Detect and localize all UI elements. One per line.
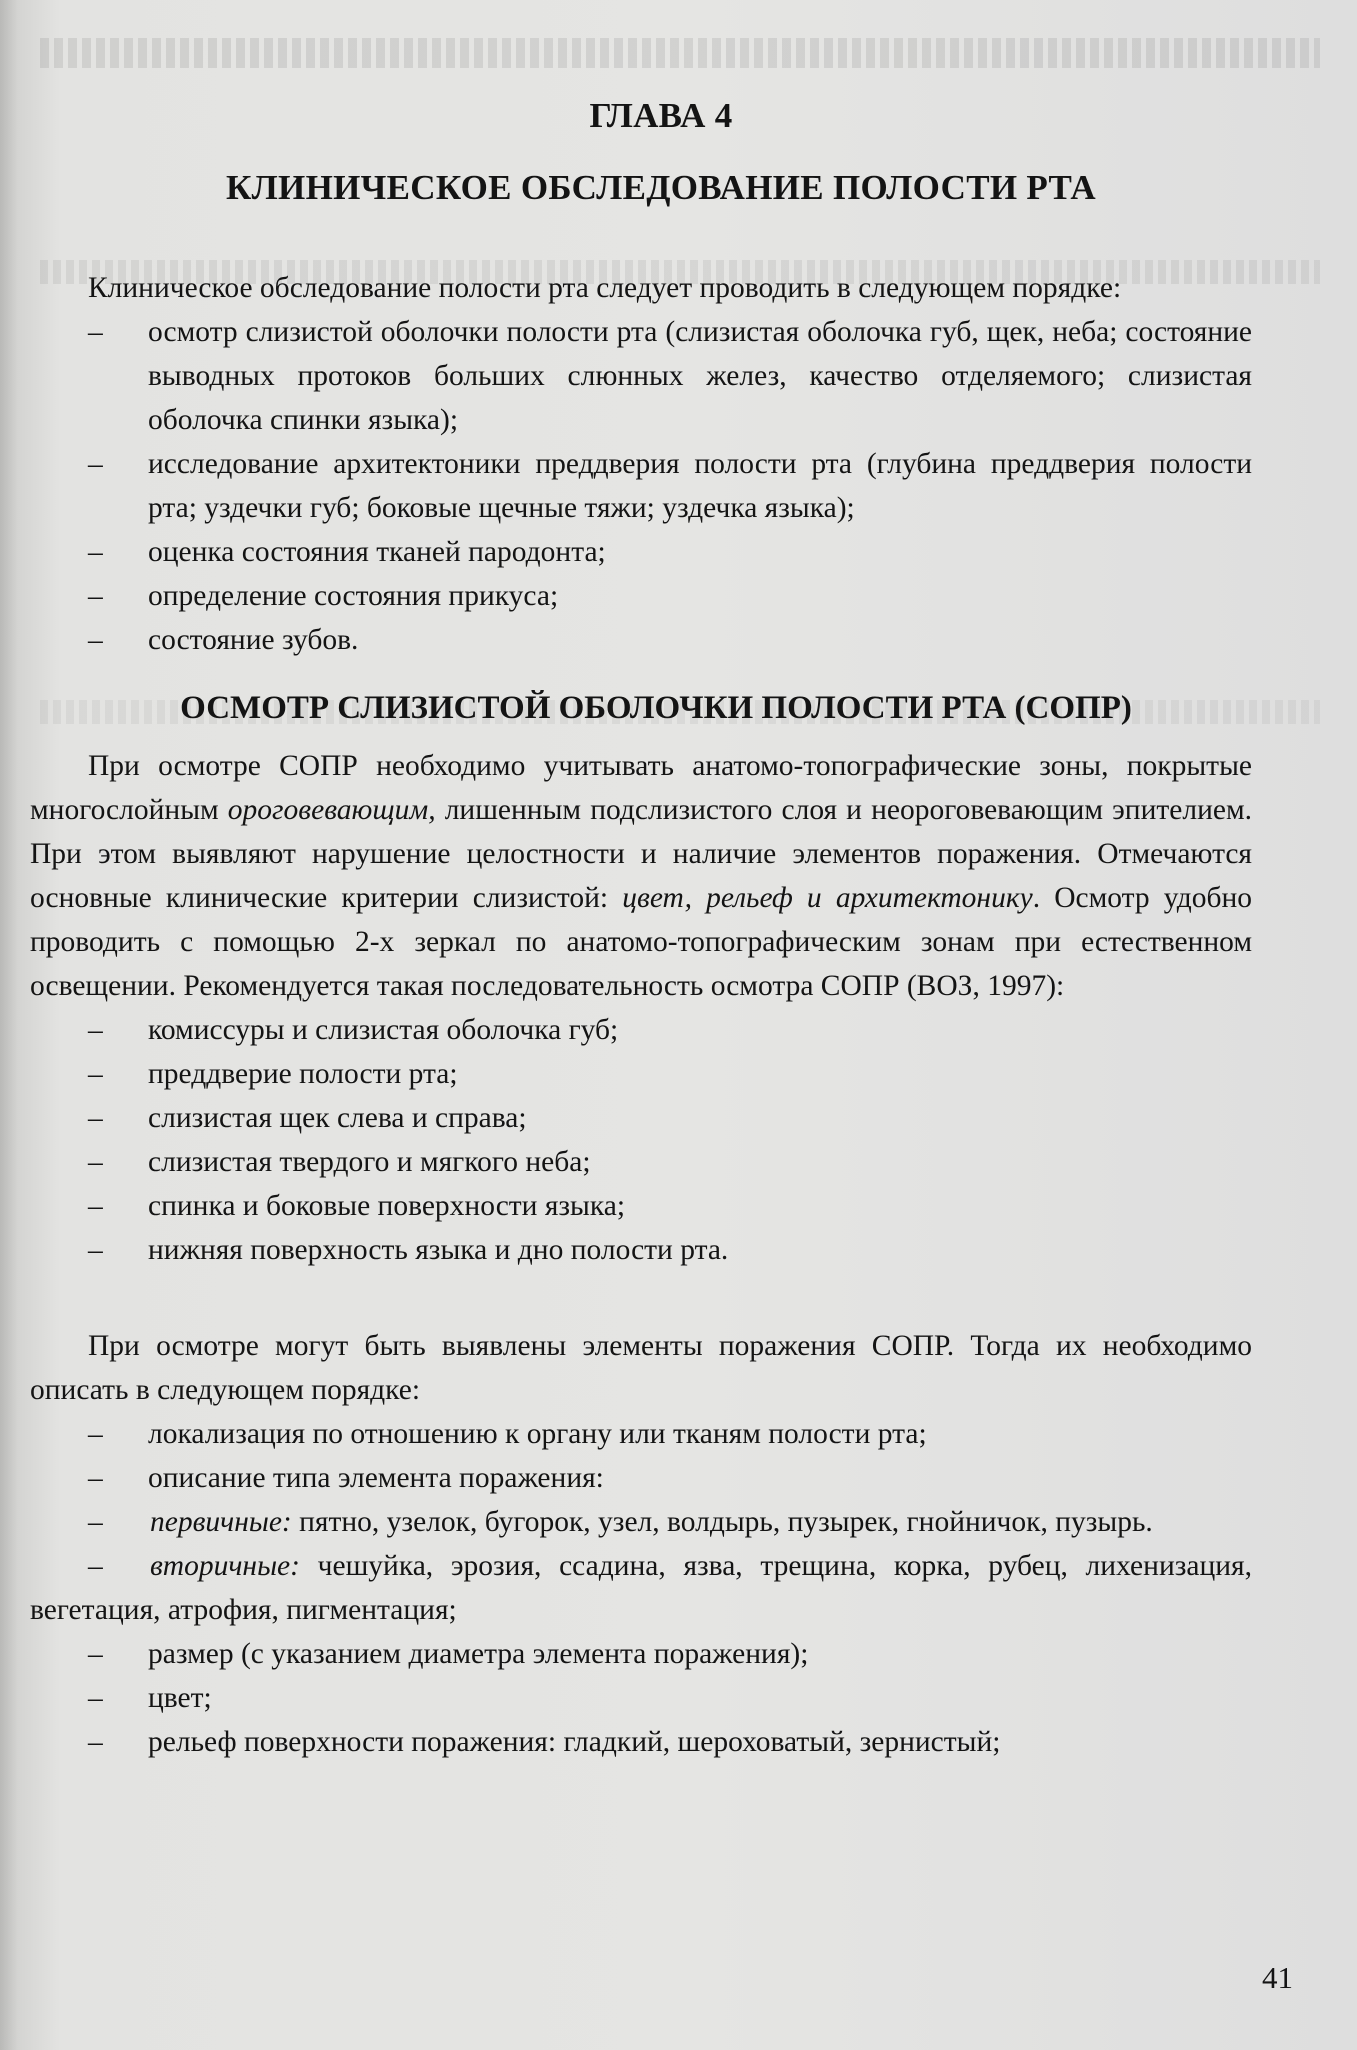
text-run: При осмотре СОПР необходимо учитывать анатомо-топографические зоны, покрытые многослойным	[30, 750, 1252, 826]
list-item	[30, 1632, 1252, 1676]
list-dash: –	[88, 316, 103, 348]
list-item-text: слизистая щек слева и справа;	[148, 1102, 527, 1134]
list-item	[30, 1140, 1252, 1184]
bleed-through-shadow	[40, 38, 1320, 68]
list-item	[30, 618, 1252, 662]
lesion-intro-paragraph: При осмотре могут быть выявлены элементы поражения СОПР. Тогда их необходимо описать в следующем порядке:	[30, 1330, 1252, 1406]
list-item-text: исследование архитектоники преддверия полости рта (глубина преддверия полости рта; уздечки губ; боковые щечные тяжи; уздечка языка);	[148, 448, 1252, 524]
list-item	[30, 574, 1252, 618]
chapter-title: КЛИНИЧЕСКОЕ ОБСЛЕДОВАНИЕ ПОЛОСТИ РТА	[226, 168, 1096, 207]
list-item-text: размер (с указанием диаметра элемента поражения);	[148, 1638, 809, 1670]
chapter-label: ГЛАВА 4	[589, 96, 733, 135]
list-item-text: преддверие полости рта;	[148, 1058, 458, 1090]
list-item	[30, 1052, 1252, 1096]
list-item-text: локализация по отношению к органу или тканям полости рта;	[148, 1418, 927, 1450]
list-dash: –	[88, 1418, 103, 1450]
text-run: чешуйка, эрозия, ссадина, язва, трещина, корка, рубец, лихенизация, вегетация, атрофия, пигментация;	[30, 1550, 1252, 1626]
list-dash: –	[88, 624, 103, 656]
list-item	[30, 1500, 1252, 1544]
list-item-text: рельеф поверхности поражения: гладкий, шероховатый, зернистый;	[148, 1726, 1001, 1758]
list-item-text: комиссуры и слизистая оболочка губ;	[148, 1014, 619, 1046]
list-dash: –	[88, 1146, 103, 1178]
list-dash: –	[88, 1726, 103, 1758]
list-dash: –	[88, 1190, 103, 1222]
list-item	[30, 1456, 1252, 1500]
italic-run: вторичные:	[150, 1550, 300, 1582]
list-item-text: слизистая твердого и мягкого неба;	[148, 1146, 591, 1178]
list-item	[30, 1008, 1252, 1052]
italic-run: ороговевающим,	[227, 794, 436, 826]
list-item-text: оценка состояния тканей пародонта;	[148, 536, 606, 568]
section-title: ОСМОТР СЛИЗИСТОЙ ОБОЛОЧКИ ПОЛОСТИ РТА (СОПР)	[180, 690, 1132, 726]
list-item	[30, 1720, 1252, 1764]
list-item-text	[30, 1550, 1252, 1626]
list-dash: –	[88, 1506, 103, 1538]
intro-paragraph: Клиническое обследование полости рта следует проводить в следующем порядке:	[88, 272, 1122, 304]
list-item-text: цвет;	[148, 1682, 212, 1714]
list-dash: –	[88, 1058, 103, 1090]
list-item-text: осмотр слизистой оболочки полости рта (слизистая оболочка губ, щек, неба; состояние выводных протоков больших слюнных желез, качество отделяемого; слизистая оболочка спинки языка);	[148, 316, 1252, 436]
list-item	[30, 310, 1252, 442]
list-dash: –	[88, 1638, 103, 1670]
list-dash: –	[88, 580, 103, 612]
italic-run: цвет, рельеф и архитектонику	[622, 882, 1033, 914]
list-dash: –	[88, 1682, 103, 1714]
italic-run: первичные:	[150, 1506, 292, 1538]
list-dash: –	[88, 1462, 103, 1494]
text-run: . Осмотр удобно проводить с помощью 2-х зеркал по анатомо-топографическим зонам при естественном освещении. Рекомендуется такая последовательность осмотра СОПР (ВОЗ, 1997):	[30, 882, 1253, 1002]
list-item-text: описание типа элемента поражения:	[148, 1462, 604, 1494]
list-dash: –	[88, 1234, 103, 1266]
text-run: лишенным подслизистого слоя и неороговевающим эпителием. При этом выявляют нарушение целостности и наличие элементов поражения. Отмечаются основные клинические критерии слизистой:	[30, 794, 1252, 914]
list-item-text: состояние зубов.	[148, 624, 359, 656]
list-item	[30, 442, 1252, 530]
list-dash: –	[88, 536, 103, 568]
list-item	[30, 1096, 1252, 1140]
text-run: пятно, узелок, бугорок, узел, волдырь, пузырек, гнойничок, пузырь.	[291, 1506, 1153, 1538]
list-item-text: спинка и боковые поверхности языка;	[148, 1190, 626, 1222]
list-item	[30, 1412, 1252, 1456]
list-dash: –	[88, 448, 103, 480]
page-content	[30, 92, 1252, 1764]
list-dash: –	[88, 1550, 103, 1582]
list-dash: –	[88, 1014, 103, 1046]
section-paragraph	[30, 744, 1252, 1008]
list-item-text: определение состояния прикуса;	[148, 580, 559, 612]
list-item	[30, 1184, 1252, 1228]
list-dash: –	[88, 1102, 103, 1134]
page-number: 41	[1262, 1960, 1293, 1995]
list-item	[30, 1228, 1252, 1272]
list-item-text: нижняя поверхность языка и дно полости рта.	[148, 1234, 729, 1266]
list-item	[30, 530, 1252, 574]
list-item-text	[150, 1506, 1153, 1538]
list-item	[30, 1544, 1252, 1632]
list-item	[30, 1676, 1252, 1720]
